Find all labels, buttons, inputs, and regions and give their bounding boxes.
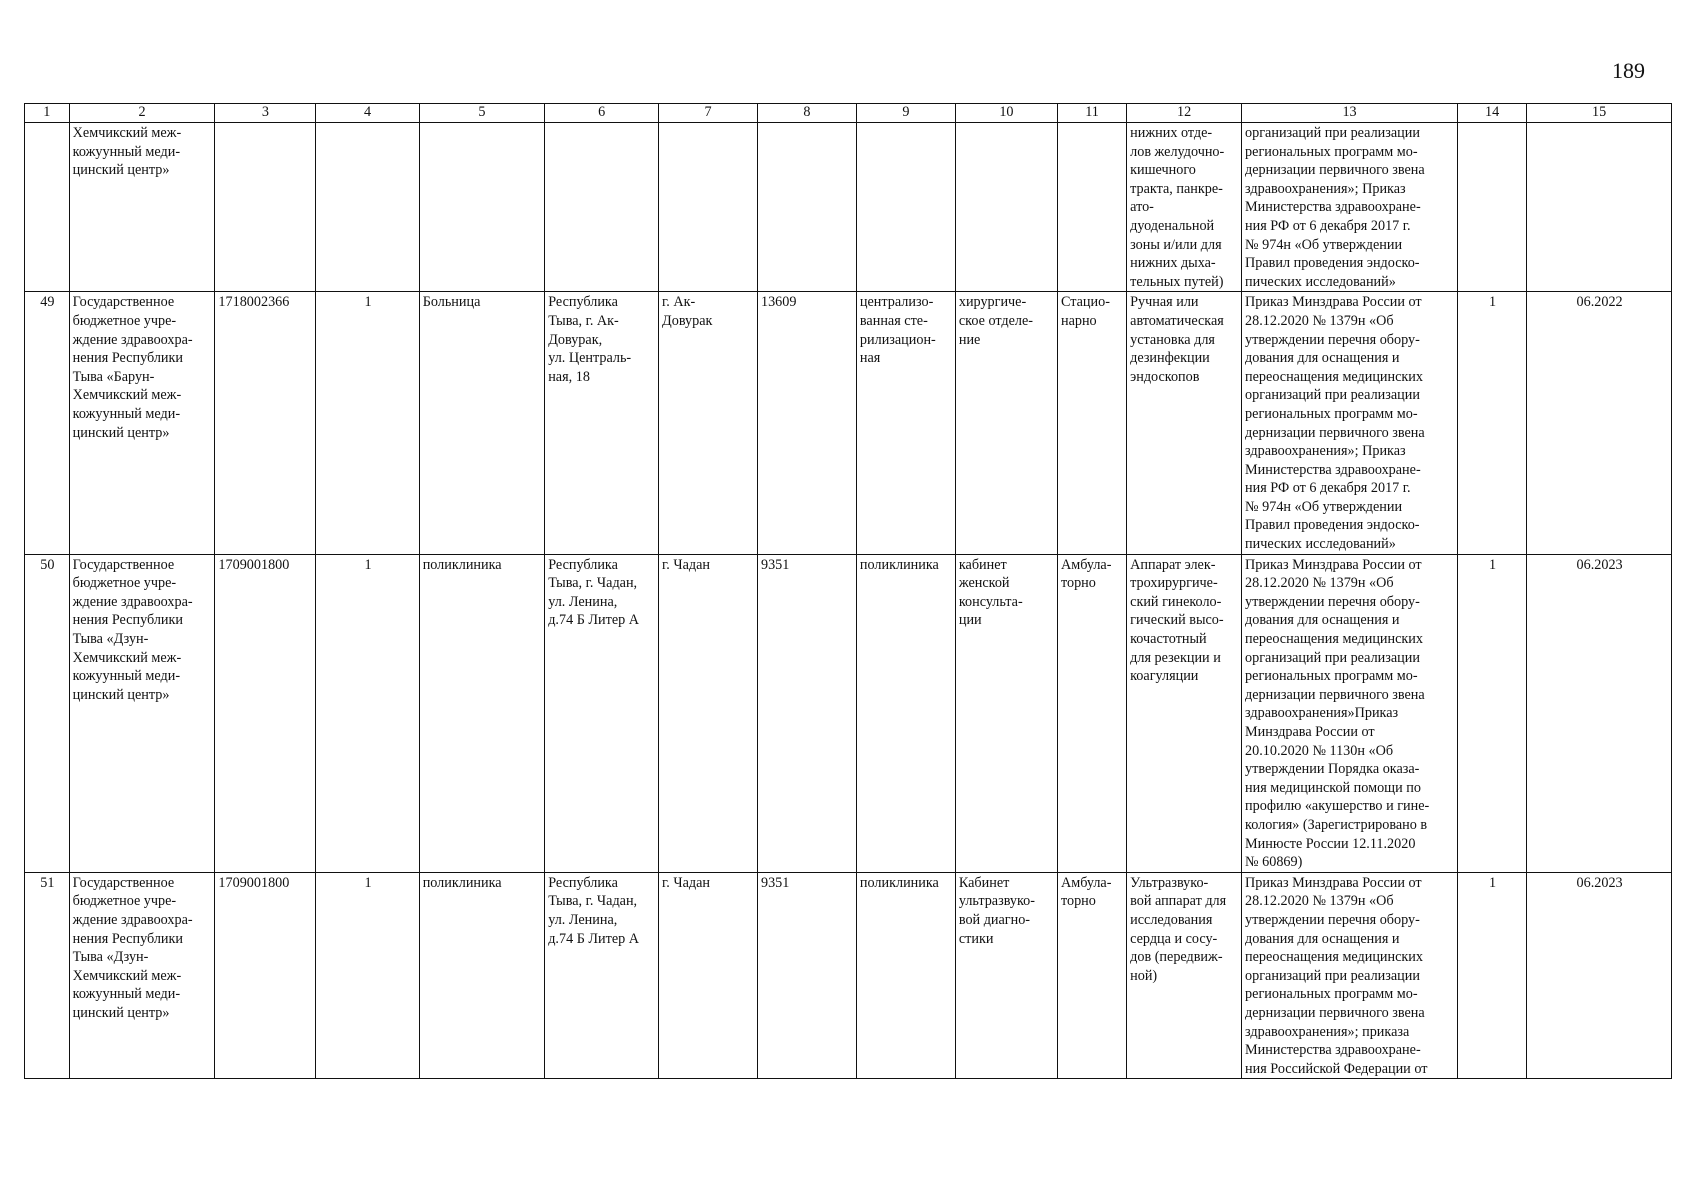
row-number-cell (25, 123, 70, 292)
facility-type-cell: Больница (419, 292, 545, 554)
column-number: 11 (1057, 104, 1126, 123)
column-number: 3 (215, 104, 316, 123)
column-number-row (25, 104, 1672, 123)
column-number: 1 (25, 104, 70, 123)
date-cell: 06.2023 (1527, 872, 1672, 1079)
unit-cell: поликлиника (856, 872, 955, 1079)
facility-type-cell: поликлиника (419, 872, 545, 1079)
quantity-cell (1458, 123, 1527, 292)
regulation-cell: организаций при реализации региональных программ мо- дернизации первичного звена здравоохранения»; Приказ Министерства здравоохране- ния РФ от 6 декабря 2017 г. № 974н «Об утверждении Правил проведения эндоско- пических исследований» (1242, 123, 1458, 292)
count-cell: 1 (316, 554, 419, 872)
regulation-cell: Приказ Минздрава России от 28.12.2020 № 1379н «Об утверждении перечня обору- дования для оснащения и переоснащения медицинских организаций при реализации региональных программ мо- дернизации первичного звена здравоохранения»Приказ Минздрава России от 20.10.2020 № 1130н «Об утверждении Порядка оказа- ния медицинской помощи по профилю «акушерство и гине- кология» (Зарегистрировано в Минюсте России 12.11.2020 № 60869) (1242, 554, 1458, 872)
organization-cell: Государственное бюджетное учре- ждение здравоохра- нения Республики Тыва «Дзун- Хемчикский меж- кожуунный меди- цинский центр» (69, 554, 215, 872)
date-cell: 06.2023 (1527, 554, 1672, 872)
row-number-cell: 50 (25, 554, 70, 872)
facility-type-cell (419, 123, 545, 292)
column-number: 10 (955, 104, 1057, 123)
table-row (25, 292, 1672, 554)
address-cell (545, 123, 659, 292)
column-number: 13 (1242, 104, 1458, 123)
unit-cell (856, 123, 955, 292)
address-cell: Республика Тыва, г. Чадан, ул. Ленина, д.74 Б Литер А (545, 554, 659, 872)
count-cell: 1 (316, 292, 419, 554)
value-cell (757, 123, 856, 292)
equipment-cell: нижних отде- лов желудочно- кишечного тракта, панкре- ато- дуоденальной зоны и/или для нижних дыха- тельных путей) (1127, 123, 1242, 292)
care-form-cell: Стацио- нарно (1057, 292, 1126, 554)
column-number: 7 (659, 104, 758, 123)
inn-cell (215, 123, 316, 292)
inn-cell: 1709001800 (215, 872, 316, 1079)
address-cell: Республика Тыва, г. Чадан, ул. Ленина, д.74 Б Литер А (545, 872, 659, 1079)
equipment-cell: Ультразвуко- вой аппарат для исследования сердца и сосу- дов (передвиж- ной) (1127, 872, 1242, 1079)
quantity-cell: 1 (1458, 554, 1527, 872)
column-number: 8 (757, 104, 856, 123)
column-number: 12 (1127, 104, 1242, 123)
equipment-cell: Аппарат элек- трохирургиче- ский гинеколо- гический высо- кочастотный для резекции и коагуляции (1127, 554, 1242, 872)
column-number: 5 (419, 104, 545, 123)
value-cell: 13609 (757, 292, 856, 554)
locality-cell: г. Чадан (659, 872, 758, 1079)
unit-cell: централизо- ванная сте- рилизацион- ная (856, 292, 955, 554)
organization-cell: Хемчикский меж- кожуунный меди- цинский центр» (69, 123, 215, 292)
facility-type-cell: поликлиника (419, 554, 545, 872)
count-cell (316, 123, 419, 292)
department-cell: кабинет женской консульта- ции (955, 554, 1057, 872)
column-number: 4 (316, 104, 419, 123)
count-cell: 1 (316, 872, 419, 1079)
locality-cell: г. Чадан (659, 554, 758, 872)
regulation-cell: Приказ Минздрава России от 28.12.2020 № 1379н «Об утверждении перечня обору- дования для оснащения и переоснащения медицинских организаций при реализации региональных программ мо- дернизации первичного звена здравоохранения»; Приказ Министерства здравоохране- ния РФ от 6 декабря 2017 г. № 974н «Об утверждении Правил проведения эндоско- пических исследований» (1242, 292, 1458, 554)
equipment-cell: Ручная или автоматическая установка для дезинфекции эндоскопов (1127, 292, 1242, 554)
care-form-cell: Амбула- торно (1057, 872, 1126, 1079)
column-number: 9 (856, 104, 955, 123)
unit-cell: поликлиника (856, 554, 955, 872)
row-number-cell: 51 (25, 872, 70, 1079)
inn-cell: 1709001800 (215, 554, 316, 872)
quantity-cell: 1 (1458, 292, 1527, 554)
column-number: 2 (69, 104, 215, 123)
row-number-cell: 49 (25, 292, 70, 554)
table-row-continued (25, 123, 1672, 292)
organization-cell: Государственное бюджетное учре- ждение здравоохра- нения Республики Тыва «Дзун- Хемчикский меж- кожуунный меди- цинский центр» (69, 872, 215, 1079)
column-number: 6 (545, 104, 659, 123)
address-cell: Республика Тыва, г. Ак- Довурак, ул. Централь- ная, 18 (545, 292, 659, 554)
value-cell: 9351 (757, 554, 856, 872)
page-number: 189 (1612, 58, 1645, 83)
quantity-cell: 1 (1458, 872, 1527, 1079)
table-row (25, 554, 1672, 872)
care-form-cell (1057, 123, 1126, 292)
column-number: 15 (1527, 104, 1672, 123)
table-row (25, 872, 1672, 1079)
regulation-cell: Приказ Минздрава России от 28.12.2020 № 1379н «Об утверждении перечня обору- дования для оснащения и переоснащения медицинских организаций при реализации региональных программ мо- дернизации первичного звена здравоохранения»; приказа Министерства здравоохране- ния Российской Федерации от (1242, 872, 1458, 1079)
organization-cell: Государственное бюджетное учре- ждение здравоохра- нения Республики Тыва «Барун- Хемчикский меж- кожуунный меди- цинский центр» (69, 292, 215, 554)
department-cell (955, 123, 1057, 292)
care-form-cell: Амбула- торно (1057, 554, 1126, 872)
department-cell: Кабинет ультразвуко- вой диагно- стики (955, 872, 1057, 1079)
column-number: 14 (1458, 104, 1527, 123)
locality-cell (659, 123, 758, 292)
value-cell: 9351 (757, 872, 856, 1079)
date-cell: 06.2022 (1527, 292, 1672, 554)
locality-cell: г. Ак- Довурак (659, 292, 758, 554)
department-cell: хирургиче- ское отделе- ние (955, 292, 1057, 554)
date-cell (1527, 123, 1672, 292)
inn-cell: 1718002366 (215, 292, 316, 554)
equipment-table (24, 103, 1672, 1079)
